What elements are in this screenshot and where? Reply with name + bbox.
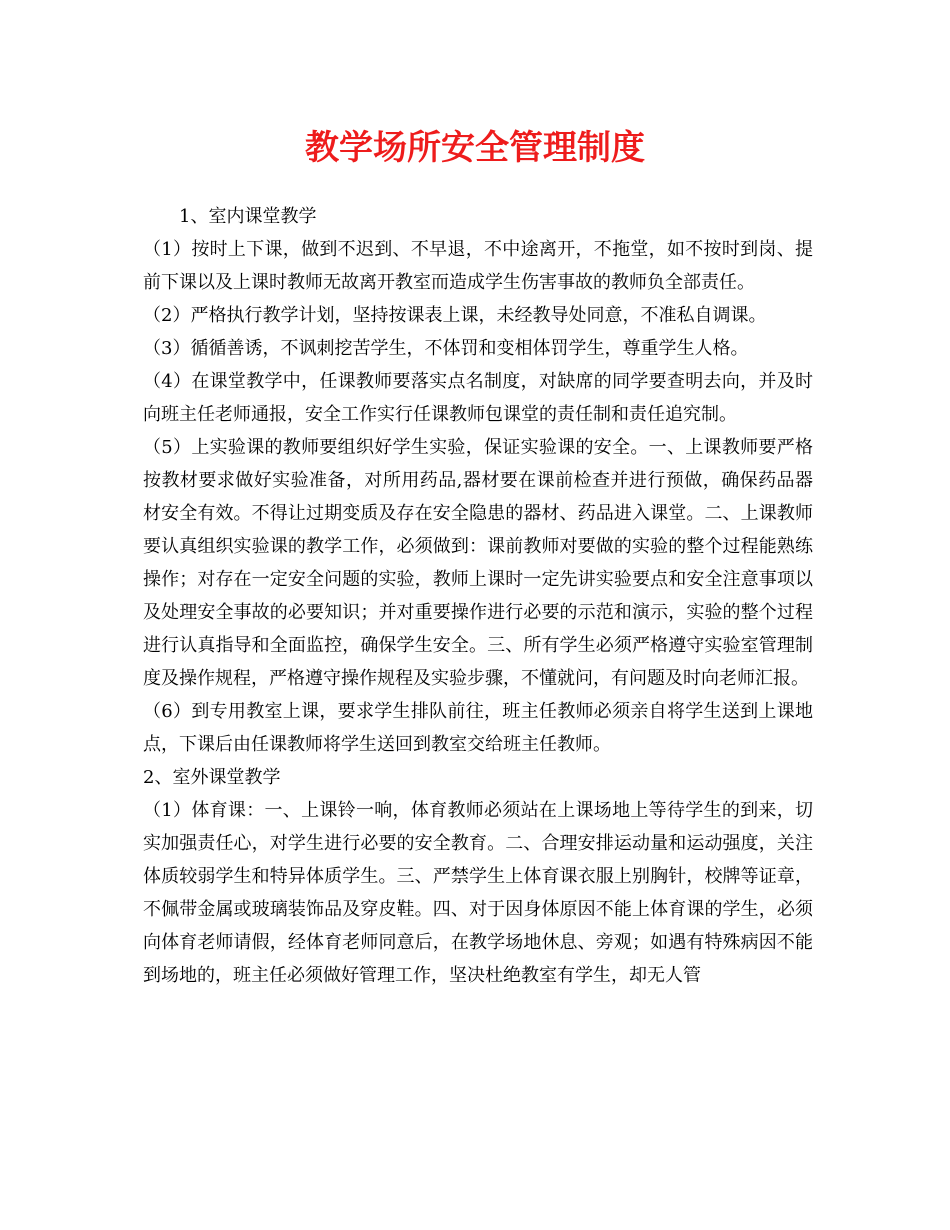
paragraph-5: （5）上实验课的教师要组织好学生实验，保证实验课的安全。一、上课教师要严格按教材要求做好实验准备，对所用药品,器材要在课前检查并进行预做，确保药品器材安全有效。不得让过期变质及存在安全隐患的器材、药品进入课堂。二、上课教师要认真组织实验课的教学工作，必须做到：课前教师对要做的实验的整个过程能熟练操作；对存在一定安全问题的实验，教师上课时一定先讲实验要点和安全注意事项以及处理安全事故的必要知识；并对重要操作进行必要的示范和演示，实验的整个过程进行认真指导和全面监控，确保学生安全。三、所有学生必须严格遵守实验室管理制度及操作规程，严格遵守操作规程及实验步骤，不懂就问，有问题及时向老师汇报。 <box>143 437 813 689</box>
document-title: 教学场所安全管理制度 <box>305 128 645 168</box>
section-heading-indoor: 1、室内课堂教学 <box>179 206 317 227</box>
paragraph-1: （1）按时上下课，做到不迟到、不早退，不中途离开，不拖堂，如不按时到岗、提前下课以及上课时教师无故离开教室而造成学生伤害事故的教师负全部责任。 <box>143 239 813 293</box>
document-body <box>143 200 813 992</box>
paragraph-6: （6）到专用教室上课，要求学生排队前往，班主任教师必须亲自将学生送到上课地点，下课后由任课教师将学生送回到教室交给班主任教师。 <box>143 701 813 755</box>
paragraph-2: （2）严格执行教学计划，坚持按课表上课，未经教导处同意，不准私自调课。 <box>143 305 767 326</box>
paragraph-4: （4）在课堂教学中，任课教师要落实点名制度，对缺席的同学要查明去向，并及时向班主任老师通报，安全工作实行任课教师包课堂的责任制和责任追究制。 <box>143 371 813 425</box>
paragraph-7: （1）体育课：一、上课铃一响，体育教师必须站在上课场地上等待学生的到来，切实加强责任心，对学生进行必要的安全教育。二、合理安排运动量和运动强度，关注体质较弱学生和特异体质学生。三、严禁学生上体育课衣服上别胸针，校牌等证章，不佩带金属或玻璃装饰品及穿皮鞋。四、对于因身体原因不能上体育课的学生，必须向体育老师请假，经体育老师同意后，在教学场地休息、旁观；如遇有特殊病因不能到场地的，班主任必须做好管理工作，坚决杜绝教室有学生，却无人管 <box>143 800 813 986</box>
section-heading-outdoor: 2、室外课堂教学 <box>143 767 281 788</box>
paragraph-3: （3）循循善诱，不讽刺挖苦学生，不体罚和变相体罚学生，尊重学生人格。 <box>143 338 749 359</box>
